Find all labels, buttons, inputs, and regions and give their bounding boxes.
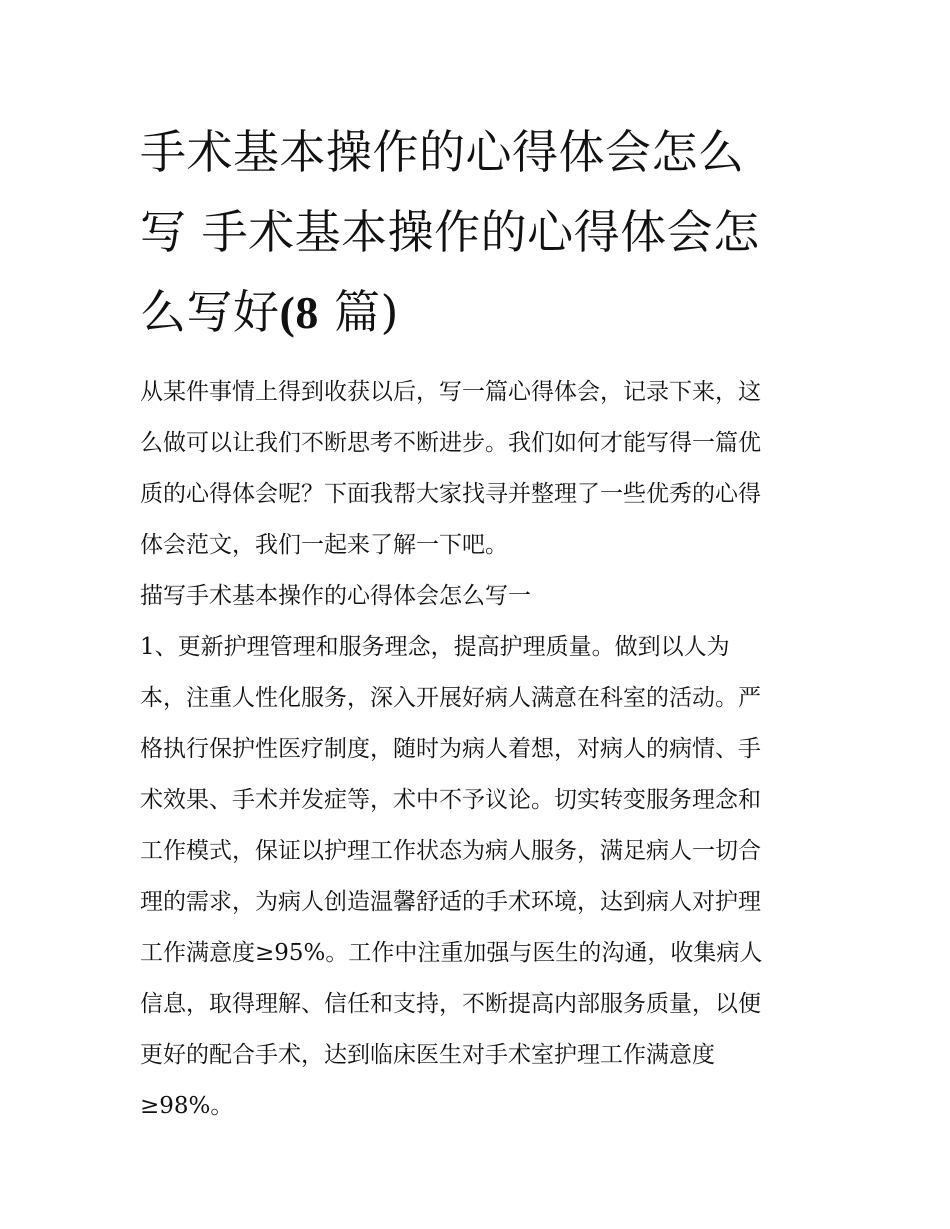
title-count: (8 [279,287,319,338]
document-title [140,112,812,353]
item-1-paragraph [140,622,812,1132]
paragraph-line: 体会范文，我们一起来了解一下吧。 [140,532,508,558]
paragraph-line: 信息，取得理解、信任和支持，不断提高内部服务质量，以便 [140,991,761,1017]
title-line [140,272,812,353]
section-heading: 描写手术基本操作的心得体会怎么写一 [140,583,531,609]
paragraph-line: 格执行保护性医疗制度，随时为病人着想，对病人的病情、手 [140,736,761,762]
paragraph-line: 质的心得体会呢？下面我帮大家找寻并整理了一些优秀的心得 [140,481,761,507]
title-count-suffix: 篇) [318,285,399,339]
title-line: 手术基本操作的心得体会怎么 [140,125,745,179]
document-content [140,112,812,1132]
intro-paragraph [140,367,812,571]
title-line-text: 么写好 [140,285,280,339]
paragraph-line: 从某件事情上得到收获以后，写一篇心得体会，记录下来，这 [140,379,761,405]
paragraph-line: 更好的配合手术，达到临床医生对手术室护理工作满意度 [140,1042,715,1068]
paragraph-line: 工作模式，保证以护理工作状态为病人服务，满足病人一切合 [140,838,761,864]
paragraph-line: 术效果、手术并发症等，术中不予议论。切实转变服务理念和 [140,787,761,813]
paragraph-line: 本，注重人性化服务，深入开展好病人满意在科室的活动。严 [140,685,761,711]
paragraph-line: 工作满意度≥95%。工作中注重加强与医生的沟通，收集病人 [140,940,763,966]
paragraph-line: 理的需求，为病人创造温馨舒适的手术环境，达到病人对护理 [140,889,761,915]
title-line: 写 手术基本操作的心得体会怎 [140,205,760,259]
paragraph-line: 1、更新护理管理和服务理念，提高护理质量。做到以人为 [140,634,730,660]
paragraph-line: ≥98%。 [140,1093,234,1119]
paragraph-line: 么做可以让我们不断思考不断进步。我们如何才能写得一篇优 [140,430,761,456]
